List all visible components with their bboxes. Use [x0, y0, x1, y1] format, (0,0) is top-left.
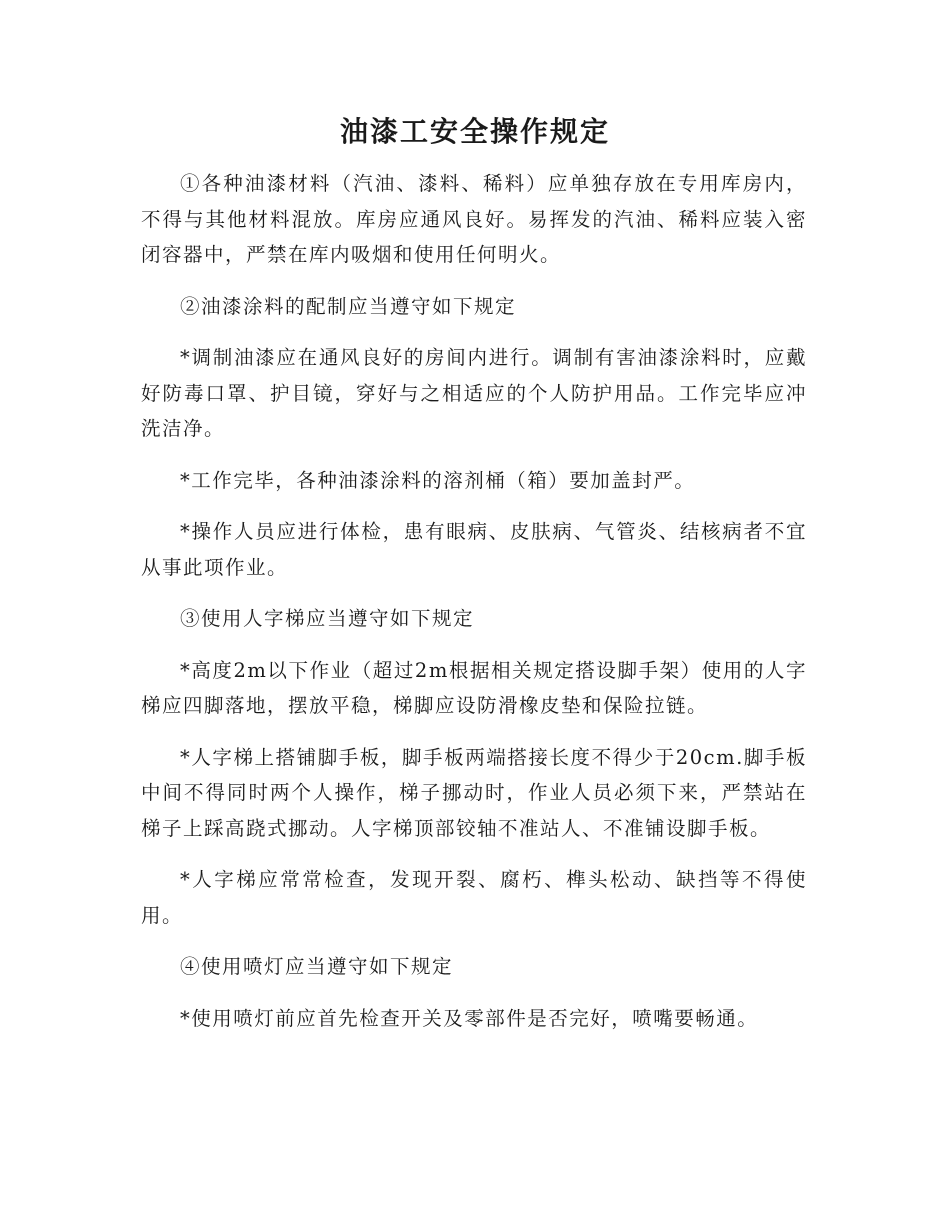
paragraph-ladder-heading: ③使用人字梯应当遵守如下规定 [180, 607, 475, 630]
paragraph-mixing-heading: ②油漆涂料的配制应当遵守如下规定 [180, 294, 517, 318]
paragraph-ladder-inspection: *人字梯应常常检查，发现开裂、腐朽、榫头松动、缺挡等不得使用。 [141, 868, 807, 927]
document-body [141, 166, 807, 1052]
paragraph-mixing-health: *操作人员应进行体检，患有眼病、皮肤病、气管炎、结核病者不宜从事此项作业。 [141, 520, 807, 579]
paragraph-storage: ①各种油漆材料（汽油、漆料、稀料）应单独存放在专用库房内，不得与其他材料混放。库房应通风良好。易挥发的汽油、稀料应装入密闭容器中，严禁在库内吸烟和使用任何明火。 [141, 172, 807, 266]
paragraph-mixing-ventilation: *调制油漆应在通风良好的房间内进行。调制有害油漆涂料时，应戴好防毒口罩、护目镜，穿好与之相适应的个人防护用品。工作完毕应冲洗洁净。 [141, 346, 807, 440]
paragraph-ladder-scaffold-board: *人字梯上搭铺脚手板，脚手板两端搭接长度不得少于20cm.脚手板中间不得同时两个人操作，梯子挪动时，作业人员必须下来，严禁站在梯子上踩高跷式挪动。人字梯顶部铰轴不准站人、不准铺设脚手板。 [141, 745, 807, 840]
paragraph-blowtorch-check: *使用喷灯前应首先检查开关及零部件是否完好，喷嘴要畅通。 [180, 1006, 759, 1030]
paragraph-blowtorch-heading: ④使用喷灯应当遵守如下规定 [180, 955, 454, 978]
document-title: 油漆工安全操作规定 [339, 115, 610, 148]
paragraph-ladder-placement: *高度2m以下作业（超过2m根据相关规定搭设脚手架）使用的人字梯应四脚落地，摆放平稳，梯脚应设防滑橡皮垫和保险拉链。 [141, 658, 807, 717]
paragraph-mixing-seal: *工作完毕，各种油漆涂料的溶剂桶（箱）要加盖封严。 [180, 468, 696, 492]
